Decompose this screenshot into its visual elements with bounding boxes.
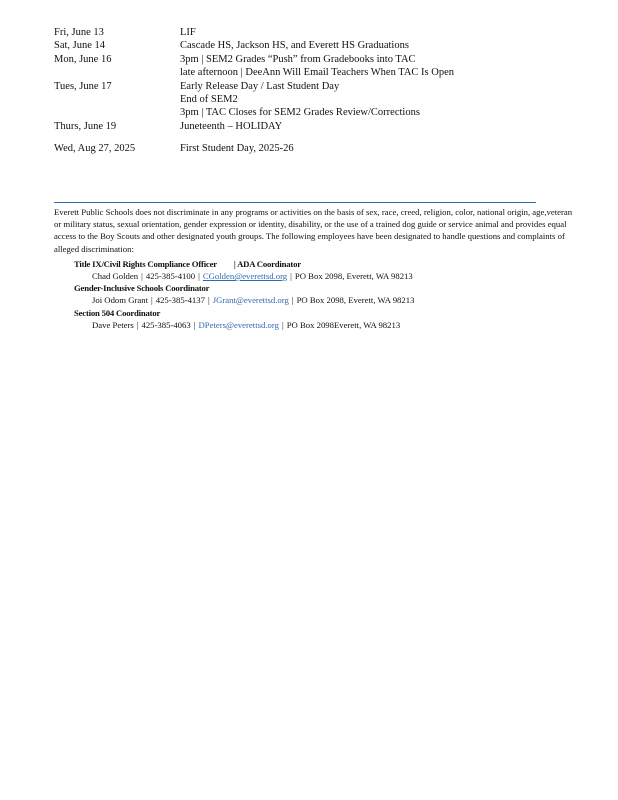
schedule-list [54,26,574,156]
contact-title: Title IX/Civil Rights Compliance Officer | ADA Coordinator [74,258,301,269]
contact-email-link[interactable]: JGrant@everettsd.org [212,295,289,306]
contact-address: PO Box 2098, Everett, WA 98213 [294,271,413,282]
schedule-row [54,80,574,120]
contact-entry [74,282,574,306]
contact-phone: 425-385-4137 [155,295,205,306]
schedule-date: Sat, June 14 [54,40,106,52]
schedule-event: 3pm | SEM2 Grades “Push” from Gradebooks into TAC [180,53,416,65]
schedule-event: First Student Day, 2025-26 [180,143,294,155]
schedule-event: late afternoon | DeeAnn Will Email Teachers When TAC Is Open [180,67,454,79]
contact-details: Chad Golden | 425-385-4100 | CGolden@everettsd.org | PO Box 2098, Everett, WA 98213 [92,271,413,282]
contact-entry [74,258,574,282]
schedule-event: 3pm | TAC Closes for SEM2 Grades Review/Corrections [180,107,420,119]
schedule-date: Fri, June 13 [54,27,104,38]
contact-details: Dave Peters | 425-385-4063 | DPeters@everettsd.org | PO Box 2098Everett, WA 98213 [92,319,401,330]
contact-address: PO Box 2098, Everett, WA 98213 [296,295,415,306]
schedule-event: Early Release Day / Last Student Day [180,80,340,92]
contact-name: Joi Odom Grant [92,295,148,306]
schedule-row [54,39,574,52]
nondiscrimination-notice [54,206,574,331]
schedule-row [54,53,574,80]
section-divider [54,202,536,203]
contact-name: Chad Golden [92,271,139,282]
schedule-event: End of SEM2 [180,94,238,106]
contact-name: Dave Peters [92,319,134,330]
schedule-date: Wed, Aug 27, 2025 [54,143,136,155]
contact-entry [74,307,574,331]
contact-list [74,258,574,331]
schedule-row [54,120,574,133]
schedule-date: Thurs, June 19 [54,120,117,132]
contact-title: Section 504 Coordinator [74,307,161,318]
contact-address: PO Box 2098Everett, WA 98213 [286,319,401,330]
contact-details: Joi Odom Grant | 425-385-4137 | JGrant@everettsd.org | PO Box 2098, Everett, WA 98213 [92,295,415,306]
contact-title: Gender-Inclusive Schools Coordinator [74,283,210,294]
schedule-event: Cascade HS, Jackson HS, and Everett HS Graduations [180,40,409,52]
schedule-row [54,26,574,39]
schedule-event: Juneteenth – HOLIDAY [180,120,283,132]
schedule-row [54,142,574,155]
contact-phone: 425-385-4100 [145,271,196,282]
contact-phone: 425-385-4063 [141,319,191,330]
contact-email-link[interactable]: CGolden@everettsd.org [202,271,288,282]
notice-text: Everett Public Schools does not discriminate in any programs or activities on the basis of sex, race, creed, religion, color, national origin, age,veteran or military status, sexual orientation, gender expression or identity, disability, or the use of a trained dog guide or service animal and provides equal access to the Boy Scouts and other designated youth groups. The following employees have been designated to handle questions and complaints of alleged discrimination: [54,207,573,254]
schedule-date: Mon, June 16 [54,53,112,65]
contact-email-link[interactable]: DPeters@everettsd.org [198,319,279,330]
schedule-date: Tues, June 17 [54,80,112,92]
schedule-event: LIF [180,27,196,38]
